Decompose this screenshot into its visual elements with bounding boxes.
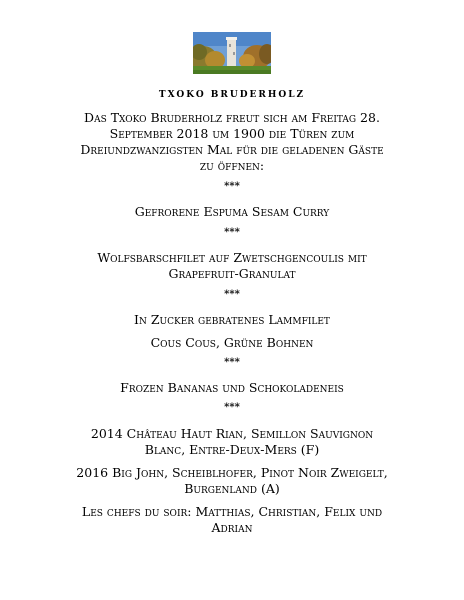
chefs-line-2: Adrian <box>211 520 253 535</box>
wine-1-line-1: 2014 Château Haut Rian, Semillon Sauvignon <box>90 426 374 441</box>
wine-2-line-2: Burgenland (A) <box>184 481 280 496</box>
separator-5: *** <box>224 402 240 413</box>
course-2-line-2: Grapefruit-Granulat <box>168 266 296 281</box>
wine-1-line-2: Blanc, Entre-Deux-Mers (F) <box>144 442 320 457</box>
course-3-line-2: Cous Cous, Grüne Bohnen <box>150 335 314 350</box>
separator-1: *** <box>224 181 240 192</box>
separator-4: *** <box>224 357 240 368</box>
wine-2-line-1: 2016 Big John, Scheiblhofer, Pinot Noir Zweigelt, <box>76 465 388 480</box>
restaurant-title: TXOKO BRUDERHOLZ <box>158 90 306 100</box>
separator-3: *** <box>224 289 240 300</box>
tower-photo <box>193 32 271 74</box>
chefs-line-1: Les chefs du soir: Matthias, Christian, Felix und <box>81 504 383 519</box>
intro-line-2: September 2018 um 1900 die Türen zum <box>109 126 355 141</box>
course-1: Gefrorene Espuma Sesam Curry <box>134 204 330 219</box>
course-3-line-1: In Zucker gebratenes Lammfilet <box>134 312 330 327</box>
course-4: Frozen Bananas und Schokoladeneis <box>120 380 344 395</box>
intro-line-4: zu öffnen: <box>199 158 265 173</box>
separator-2: *** <box>224 227 240 238</box>
intro-line-3: Dreiundzwanzigsten Mal für die geladenen Gäste <box>80 142 384 157</box>
course-2-line-1: Wolfsbarschfilet auf Zwetschgencoulis mit <box>97 250 367 265</box>
intro-line-1: Das Txoko Bruderholz freut sich am Freitag 28. <box>84 110 380 125</box>
